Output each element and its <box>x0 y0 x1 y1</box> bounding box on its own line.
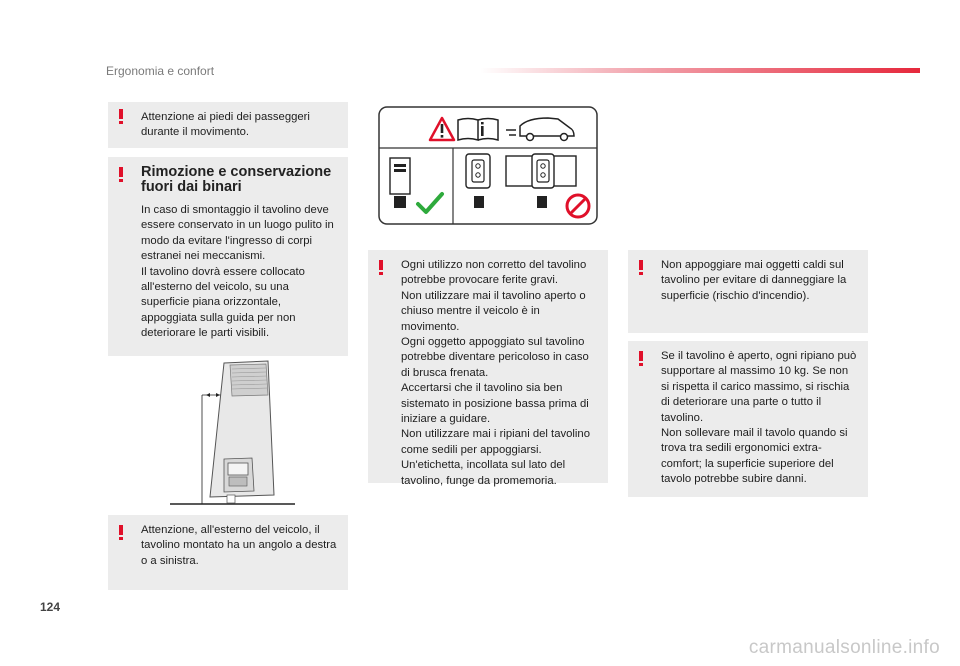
page-number: 124 <box>40 600 61 614</box>
reminder-label <box>378 106 598 225</box>
removal-title: Rimozione e conservazione fuori dai binari <box>141 164 332 195</box>
warning-mark-icon <box>119 525 123 539</box>
warning-feet-text: Attenzione ai piedi dei passeggeri durante il movimento. <box>141 111 310 139</box>
warning-mark-icon <box>639 260 643 274</box>
header-title: Ergonomia e confort <box>106 64 215 78</box>
warning-load <box>628 341 868 497</box>
warning-hot-text: Non appoggiare mai oggetti caldi sul tavolino per evitare di danneggiare la superficie (rischio d'incendio). <box>661 259 847 302</box>
watermark: carmanualsonline.info <box>748 637 940 658</box>
warning-mark-icon <box>119 109 123 123</box>
warning-misuse-text: Ogni utilizzo non corretto del tavolino potrebbe provocare ferite gravi. Non utilizzare mai il tavolino aperto o chiuso mentre il veicolo è in movimento. Ogni oggetto appoggiato sul tavolino potrebbe diventare pericoloso in caso di brusca frenata. Accertarsi che il tavolino sia ben sistemato in posizione bassa prima di iniziare a guidare. Non utilizzare mai i ripiani del tavolino come sedili per appoggiarsi. Un'etichetta, incollata sul lato del tavolino, funge da promemoria. <box>401 259 590 487</box>
warning-mark-icon <box>639 351 643 365</box>
warning-load-text: Se il tavolino è aperto, ogni ripiano può supportare al massimo 10 kg. Se non si rispetta il carico massimo, si rischia di deteriorare una parte o tutto il tavolino. Non sollevare mail il tavolo quando si trova tra sedili ergonomici extra-comfort; la superficie superiore del tavolo potrebbe subire danni. <box>661 350 857 486</box>
warning-mark-icon <box>119 167 123 181</box>
warning-removal <box>108 157 348 356</box>
warning-misuse <box>368 250 608 487</box>
removal-body: In caso di smontaggio il tavolino deve essere conservato in un luogo pulito in modo da evitare l'ingresso di corpi estranei nei meccanismi. Il tavolino dovrà essere collocato all'esterno del veicolo, su una superficie piana orizzontale, appoggiata sulla guida per non deteriorare le parti visibili. <box>141 204 334 340</box>
warning-feet <box>108 102 348 148</box>
header-bar <box>480 68 920 73</box>
table-illustration <box>170 355 300 510</box>
warning-hot <box>628 250 868 333</box>
warning-angle <box>108 515 348 590</box>
warning-angle-text: Attenzione, all'esterno del veicolo, il tavolino montato ha un angolo a destra o a sinistra. <box>141 524 337 567</box>
warning-mark-icon <box>379 260 383 274</box>
